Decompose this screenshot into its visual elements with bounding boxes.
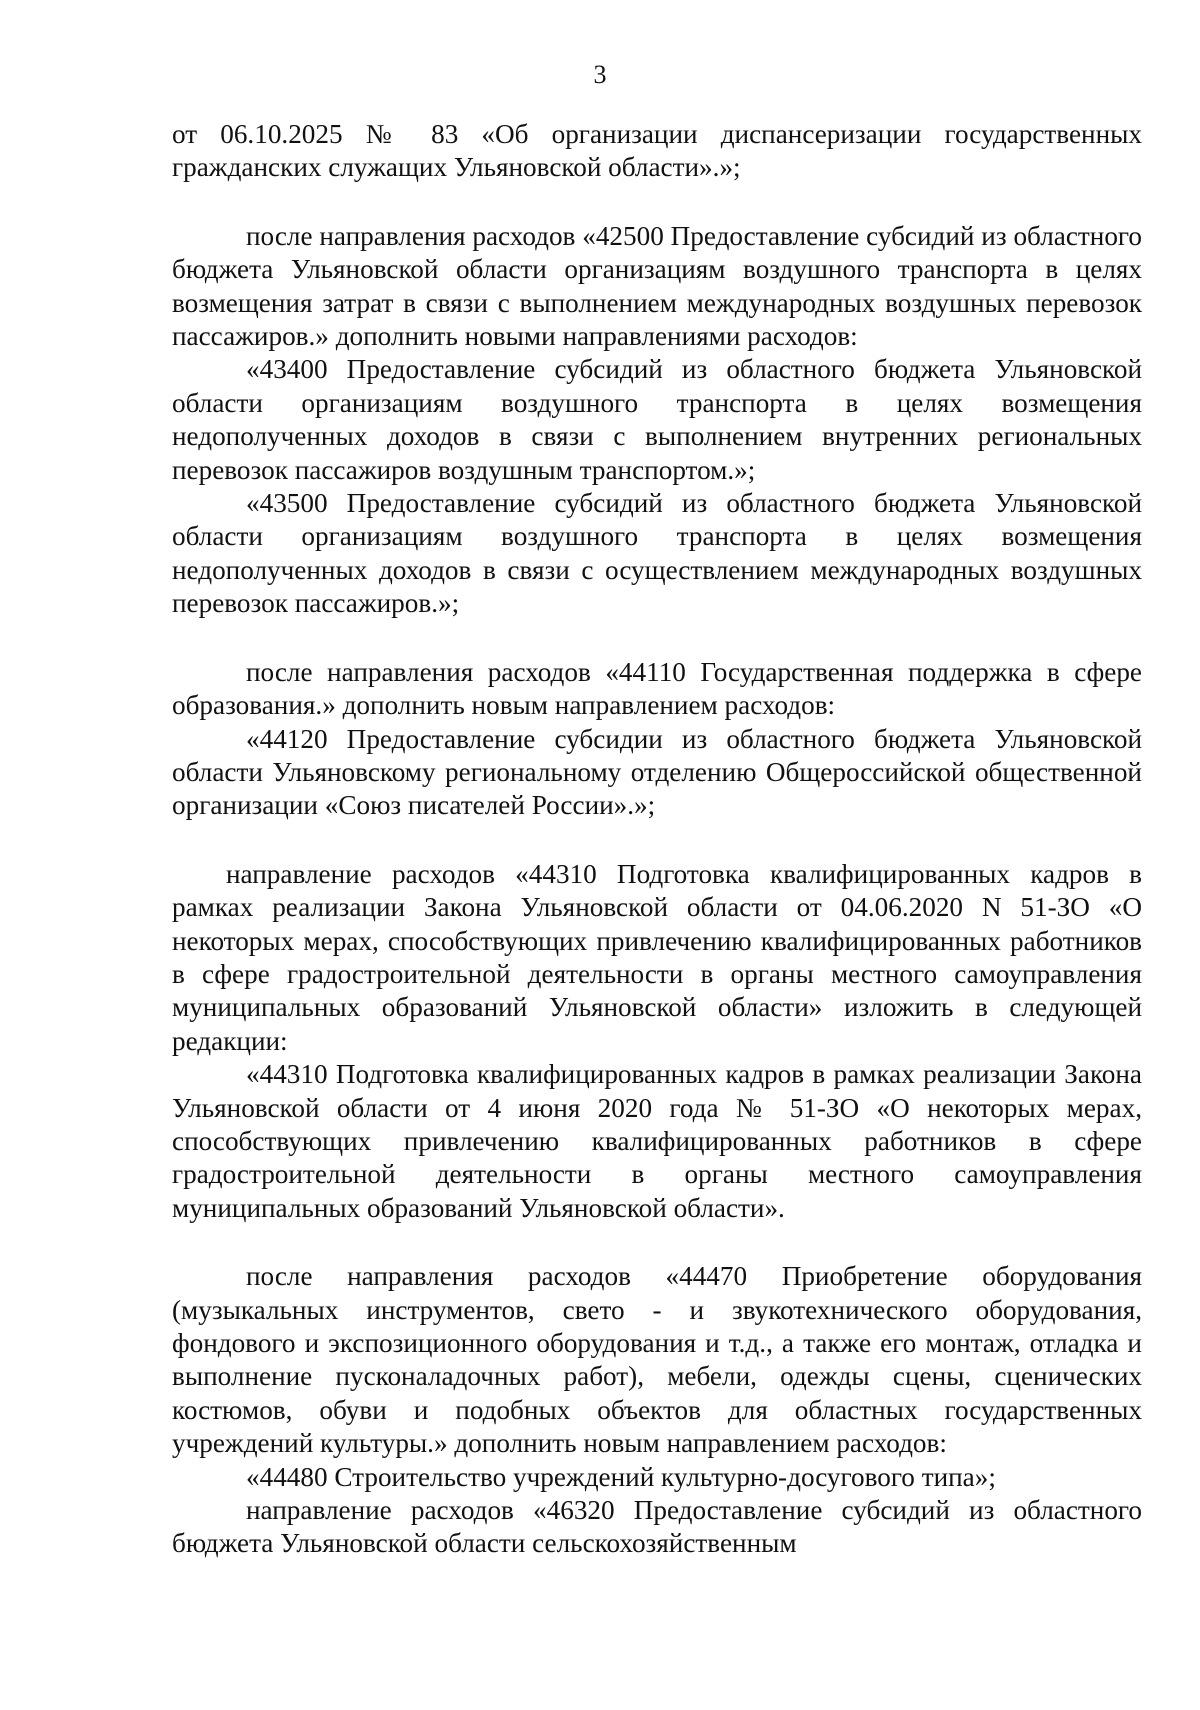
- page-number: 3: [593, 60, 607, 89]
- paragraph: после направления расходов «44110 Государственная поддержка в сфере образования.» дополнить новым направлением расходов:: [172, 656, 1142, 721]
- paragraph: «44480 Строительство учреждений культурно-досугового типа»;: [246, 1461, 996, 1492]
- paragraph: после направления расходов «42500 Предоставление субсидий из областного бюджета Ульяновской области организациям воздушного транспорта в целях возмещения затрат в связи с выполнением международных воздушных перевозок пассажиров.» дополнить новыми направлениями расходов:: [172, 220, 1142, 352]
- paragraph: направление расходов «46320 Предоставление субсидий из областного бюджета Ульяновской области сельскохозяйственным: [172, 1495, 1142, 1559]
- paragraph: «44120 Предоставление субсидии из областного бюджета Ульяновской области Ульяновскому региональному отделению Общероссийской общественной организации «Союз писателей России».»;: [172, 723, 1142, 821]
- paragraph: «43500 Предоставление субсидий из областного бюджета Ульяновской области организациям воздушного транспорта в целях возмещения недополученных доходов в связи с осуществлением международных воздушных перевозок пассажиров.»;: [172, 488, 1142, 619]
- document-body: [172, 118, 1142, 1561]
- paragraph: после направления расходов «44470 Приобретение оборудования (музыкальных инструментов, свето - и звукотехнического оборудования, фондового и экспозиционного оборудования и т.д., а также его монтаж, отладка и выполнение пусконаладочных работ), мебели, одежды сцены, сценических костюмов, обуви и подобных объектов для областных государственных учреждений культуры.» дополнить новым направлением расходов:: [172, 1261, 1142, 1459]
- paragraph: от 06.10.2025 № 83 «Об организации диспансеризации государственных гражданских служащих Ульяновской области».»;: [172, 119, 1142, 183]
- paragraph: направление расходов «44310 Подготовка квалифицированных кадров в рамках реализации Закона Ульяновской области от 04.06.2020 N 51-ЗО «О некоторых мерах, способствующих привлечению квалифицированных работников в сфере градостроительной деятельности в органы местного самоуправления муниципальных образований Ульяновской области» изложить в следующей редакции:: [172, 858, 1142, 1056]
- paragraph: «43400 Предоставление субсидий из областного бюджета Ульяновской области организациям воздушного транспорта в целях возмещения недополученных доходов в связи с выполнением внутренних региональных перевозок пассажиров воздушным транспортом.»;: [172, 354, 1142, 485]
- paragraph: «44310 Подготовка квалифицированных кадров в рамках реализации Закона Ульяновской области от 4 июня 2020 года № 51-ЗО «О некоторых мерах, способствующих привлечению квалифицированных работников в сфере градостроительной деятельности в органы местного самоуправления муниципальных образований Ульяновской области».: [172, 1059, 1142, 1223]
